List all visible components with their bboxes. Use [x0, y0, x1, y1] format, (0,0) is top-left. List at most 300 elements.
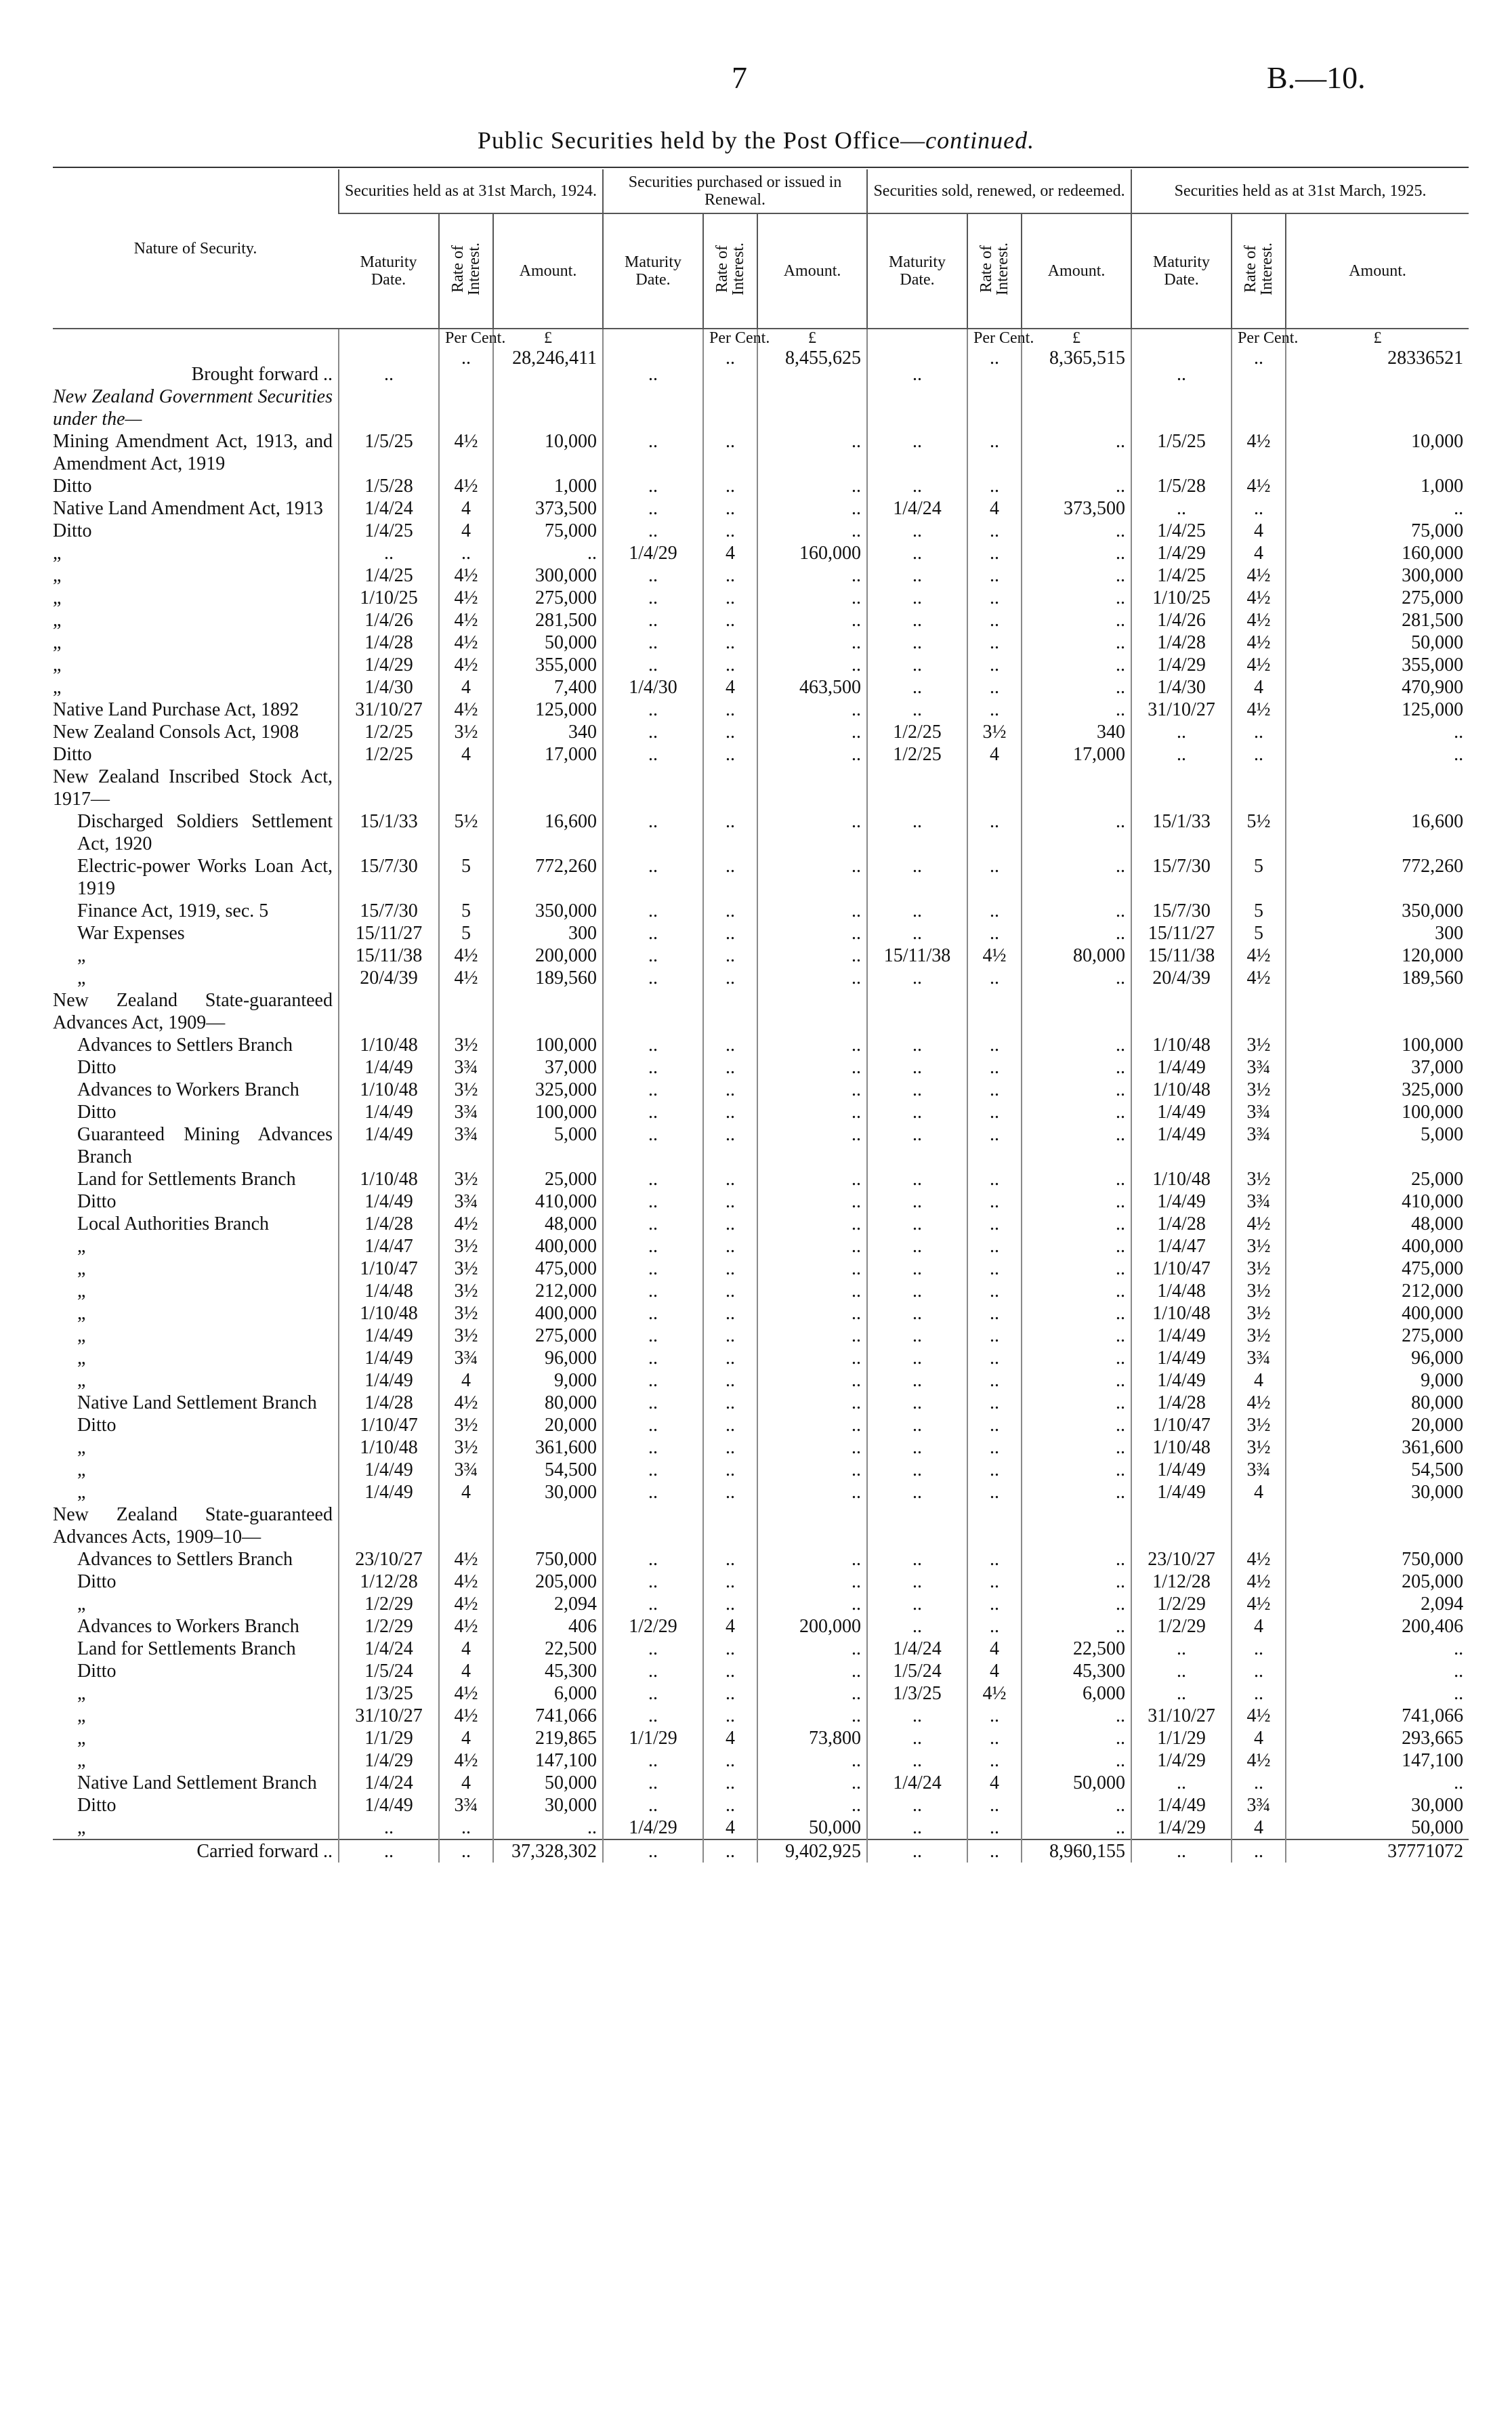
- maturity-date-cell: 1/4/28: [1131, 1392, 1232, 1414]
- amount-cell: 17,000: [493, 743, 603, 766]
- amount-cell: ..: [1022, 699, 1131, 721]
- table-row: [53, 654, 1469, 676]
- interest-rate-cell: ..: [703, 475, 757, 497]
- interest-rate-cell: 4½: [1232, 609, 1286, 631]
- table-row: [53, 1615, 1469, 1638]
- table-row: [53, 1123, 1469, 1168]
- maturity-date-cell: ..: [603, 1034, 703, 1056]
- interest-rate-cell: 4½: [439, 1749, 493, 1772]
- amount-cell: ..: [1022, 1235, 1131, 1257]
- maturity-date-cell: [867, 386, 967, 430]
- maturity-date-cell: 1/4/24: [339, 1772, 439, 1794]
- table-row: [53, 1660, 1469, 1682]
- interest-rate-cell: ..: [967, 1101, 1022, 1123]
- table-row: [53, 1190, 1469, 1213]
- amount-cell: ..: [1022, 1727, 1131, 1749]
- interest-rate-cell: ..: [967, 900, 1022, 922]
- amount-cell: 80,000: [493, 1392, 603, 1414]
- amount-cell: ..: [757, 743, 867, 766]
- maturity-date-cell: 1/4/24: [867, 1638, 967, 1660]
- amount-cell: 1,000: [493, 475, 603, 497]
- interest-rate-cell: 4½: [439, 967, 493, 989]
- amount-cell: ..: [1022, 1459, 1131, 1481]
- maturity-date-cell: 1/4/47: [1131, 1235, 1232, 1257]
- maturity-date-cell: 1/1/29: [1131, 1727, 1232, 1749]
- amount-cell: ..: [1022, 1571, 1131, 1593]
- carried-forward-amount-sold: 8,960,155: [1022, 1839, 1131, 1863]
- amount-header: Amount.: [757, 213, 867, 329]
- security-name: „: [77, 1236, 86, 1257]
- maturity-date-cell: [867, 989, 967, 1034]
- maturity-date-cell: ..: [603, 430, 703, 475]
- interest-rate-cell: ..: [967, 676, 1022, 699]
- maturity-date-cell: ..: [603, 1213, 703, 1235]
- maturity-date-cell: ..: [603, 1347, 703, 1369]
- maturity-date-cell: [339, 989, 439, 1034]
- interest-rate-cell: 4½: [439, 1392, 493, 1414]
- maturity-header: Maturity Date.: [603, 213, 703, 329]
- security-name: „: [53, 587, 62, 608]
- table-row: [53, 1794, 1469, 1816]
- maturity-date-cell: ..: [867, 676, 967, 699]
- security-name: „: [77, 1482, 86, 1503]
- amount-cell: 30,000: [493, 1481, 603, 1503]
- interest-rate-cell: [967, 989, 1022, 1034]
- interest-rate-cell: [703, 766, 757, 810]
- amount-cell: ..: [1022, 1168, 1131, 1190]
- amount-cell: 120,000: [1286, 944, 1469, 967]
- carried-forward-label: Carried forward ..: [53, 1839, 339, 1863]
- amount-cell: 205,000: [493, 1571, 603, 1593]
- interest-rate-cell: 4½: [439, 1548, 493, 1571]
- amount-cell: 212,000: [1286, 1280, 1469, 1302]
- amount-cell: 80,000: [1022, 944, 1131, 967]
- interest-rate-cell: ..: [703, 810, 757, 855]
- maturity-date-cell: ..: [867, 1190, 967, 1213]
- amount-cell: [1022, 386, 1131, 430]
- amount-cell: 50,000: [1286, 631, 1469, 654]
- amount-cell: 125,000: [493, 699, 603, 721]
- amount-cell: [1286, 766, 1469, 810]
- amount-cell: 9,000: [1286, 1369, 1469, 1392]
- interest-rate-cell: 4½: [439, 1615, 493, 1638]
- maturity-date-cell: 15/11/27: [339, 922, 439, 944]
- amount-cell: 741,066: [1286, 1705, 1469, 1727]
- amount-cell: 75,000: [1286, 520, 1469, 542]
- amount-cell: 5,000: [493, 1123, 603, 1168]
- security-name: „: [77, 1683, 86, 1704]
- table-row: [53, 497, 1469, 520]
- table-row: [53, 564, 1469, 587]
- table-row: [53, 1705, 1469, 1727]
- interest-rate-cell: 4: [703, 1816, 757, 1839]
- amount-cell: ..: [1022, 1280, 1131, 1302]
- amount-cell: ..: [757, 900, 867, 922]
- amount-cell: ..: [757, 497, 867, 520]
- amount-cell: ..: [1022, 1436, 1131, 1459]
- table-row: [53, 520, 1469, 542]
- amount-cell: ..: [757, 609, 867, 631]
- interest-rate-cell: 3½: [439, 1436, 493, 1459]
- interest-rate-cell: 4½: [1232, 1213, 1286, 1235]
- maturity-date-cell: 1/10/48: [1131, 1079, 1232, 1101]
- amount-cell: 16,600: [493, 810, 603, 855]
- security-name: „: [77, 1325, 86, 1346]
- amount-cell: ..: [757, 430, 867, 475]
- maturity-date-cell: ..: [603, 1257, 703, 1280]
- maturity-date-cell: [1131, 1503, 1232, 1548]
- maturity-date-cell: 15/7/30: [1131, 900, 1232, 922]
- brought-forward-amount-1925: 28336521: [1387, 348, 1464, 369]
- maturity-date-cell: ..: [603, 1660, 703, 1682]
- security-name: Native Land Purchase Act, 1892: [53, 699, 299, 720]
- interest-rate-cell: 4: [1232, 542, 1286, 564]
- group-header-purchased: Securities purchased or issued in Renewal.: [603, 169, 867, 213]
- amount-cell: ..: [1022, 1302, 1131, 1325]
- amount-cell: ..: [1022, 587, 1131, 609]
- per-cent-unit: Per Cent.: [973, 329, 1034, 347]
- maturity-date-cell: 1/2/25: [867, 743, 967, 766]
- maturity-date-cell: 1/4/29: [339, 654, 439, 676]
- table-row: [53, 1571, 1469, 1593]
- amount-cell: 2,094: [493, 1593, 603, 1615]
- interest-rate-cell: ..: [703, 1347, 757, 1369]
- interest-rate-cell: 3¾: [439, 1101, 493, 1123]
- maturity-date-cell: 1/4/49: [1131, 1056, 1232, 1079]
- amount-cell: 17,000: [1022, 743, 1131, 766]
- interest-rate-cell: 4: [703, 1615, 757, 1638]
- security-name: Native Land Settlement Branch: [77, 1392, 317, 1413]
- amount-cell: [493, 766, 603, 810]
- security-name: „: [53, 632, 62, 653]
- amount-cell: 340: [493, 721, 603, 743]
- interest-rate-cell: 3¾: [1232, 1459, 1286, 1481]
- amount-cell: ..: [757, 1213, 867, 1235]
- maturity-date-cell: 20/4/39: [1131, 967, 1232, 989]
- amount-cell: 355,000: [493, 654, 603, 676]
- amount-cell: ..: [757, 1772, 867, 1794]
- interest-rate-cell: ..: [967, 1056, 1022, 1079]
- amount-cell: 750,000: [1286, 1548, 1469, 1571]
- security-name: Local Authorities Branch: [77, 1213, 270, 1234]
- interest-rate-cell: 4½: [967, 944, 1022, 967]
- interest-rate-cell: ..: [967, 1280, 1022, 1302]
- maturity-date-cell: ..: [867, 1257, 967, 1280]
- amount-cell: 200,000: [493, 944, 603, 967]
- interest-rate-cell: 4: [439, 1369, 493, 1392]
- amount-cell: ..: [1022, 922, 1131, 944]
- maturity-date-cell: ..: [339, 542, 439, 564]
- interest-rate-cell: ..: [967, 1548, 1022, 1571]
- pound-unit: £: [1373, 329, 1382, 347]
- maturity-date-cell: ..: [867, 1123, 967, 1168]
- group-header-sold: Securities sold, renewed, or redeemed.: [867, 169, 1131, 213]
- maturity-date-cell: ..: [867, 1459, 967, 1481]
- interest-rate-cell: ..: [967, 1079, 1022, 1101]
- interest-rate-cell: 4: [1232, 1481, 1286, 1503]
- amount-cell: 325,000: [493, 1079, 603, 1101]
- amount-cell: 100,000: [493, 1034, 603, 1056]
- amount-cell: 463,500: [757, 676, 867, 699]
- maturity-date-cell: 1/4/48: [339, 1280, 439, 1302]
- maturity-date-cell: [603, 989, 703, 1034]
- maturity-date-cell: ..: [1131, 497, 1232, 520]
- maturity-date-cell: 23/10/27: [339, 1548, 439, 1571]
- amount-cell: ..: [757, 654, 867, 676]
- table-row: [53, 989, 1469, 1034]
- interest-rate-cell: ..: [703, 1638, 757, 1660]
- amount-cell: ..: [757, 1593, 867, 1615]
- amount-cell: 37,000: [493, 1056, 603, 1079]
- maturity-date-cell: ..: [603, 1481, 703, 1503]
- amount-cell: 275,000: [1286, 1325, 1469, 1347]
- interest-rate-cell: 3¾: [1232, 1794, 1286, 1816]
- interest-rate-cell: 5: [439, 900, 493, 922]
- amount-cell: ..: [757, 1638, 867, 1660]
- amount-cell: 189,560: [1286, 967, 1469, 989]
- security-name: „: [77, 1705, 86, 1726]
- amount-cell: ..: [1022, 1213, 1131, 1235]
- maturity-date-cell: 31/10/27: [339, 699, 439, 721]
- amount-cell: 48,000: [493, 1213, 603, 1235]
- maturity-date-cell: 1/2/29: [1131, 1593, 1232, 1615]
- amount-cell: ..: [757, 967, 867, 989]
- maturity-date-cell: ..: [603, 922, 703, 944]
- maturity-date-cell: ..: [867, 1436, 967, 1459]
- amount-cell: ..: [493, 542, 603, 564]
- interest-rate-cell: 4½: [439, 1682, 493, 1705]
- amount-cell: ..: [757, 1571, 867, 1593]
- table-row: [53, 1079, 1469, 1101]
- pound-unit: £: [544, 329, 553, 347]
- interest-rate-cell: 3¾: [439, 1347, 493, 1369]
- security-name: „: [77, 1817, 86, 1838]
- interest-rate-cell: ..: [967, 1034, 1022, 1056]
- interest-rate-cell: 4: [967, 743, 1022, 766]
- maturity-date-cell: 1/4/49: [1131, 1123, 1232, 1168]
- maturity-date-cell: ..: [867, 1056, 967, 1079]
- maturity-date-cell: 15/1/33: [1131, 810, 1232, 855]
- maturity-date-cell: ..: [867, 900, 967, 922]
- maturity-date-cell: 1/4/29: [1131, 654, 1232, 676]
- maturity-date-cell: [1131, 989, 1232, 1034]
- maturity-date-cell: 1/10/25: [1131, 587, 1232, 609]
- interest-rate-cell: 4½: [1232, 967, 1286, 989]
- amount-cell: ..: [1022, 631, 1131, 654]
- amount-cell: ..: [1022, 1615, 1131, 1638]
- interest-rate-cell: ..: [703, 1302, 757, 1325]
- maturity-date-cell: ..: [603, 900, 703, 922]
- maturity-date-cell: 15/7/30: [339, 900, 439, 922]
- securities-table: [53, 169, 1469, 1863]
- amount-cell: ..: [757, 699, 867, 721]
- amount-cell: 400,000: [493, 1302, 603, 1325]
- amount-cell: ..: [1022, 564, 1131, 587]
- table-row: [53, 1168, 1469, 1190]
- amount-cell: ..: [1022, 1034, 1131, 1056]
- amount-cell: ..: [757, 1101, 867, 1123]
- rate-header: Rate of Interest.: [967, 213, 1022, 329]
- maturity-date-cell: [603, 1503, 703, 1548]
- amount-cell: 6,000: [493, 1682, 603, 1705]
- maturity-date-cell: 1/10/47: [1131, 1414, 1232, 1436]
- amount-cell: 50,000: [493, 631, 603, 654]
- security-name: „: [77, 1459, 86, 1480]
- maturity-date-cell: ..: [603, 967, 703, 989]
- maturity-date-cell: ..: [603, 1369, 703, 1392]
- amount-cell: ..: [757, 1257, 867, 1280]
- interest-rate-cell: ..: [703, 1190, 757, 1213]
- maturity-date-cell: ..: [867, 1593, 967, 1615]
- maturity-date-cell: 1/4/30: [1131, 676, 1232, 699]
- table-row: [53, 1280, 1469, 1302]
- interest-rate-cell: ..: [703, 1571, 757, 1593]
- interest-rate-cell: ..: [703, 1101, 757, 1123]
- interest-rate-cell: 5: [439, 922, 493, 944]
- interest-rate-cell: 3¾: [1232, 1123, 1286, 1168]
- maturity-date-cell: 1/4/24: [339, 497, 439, 520]
- amount-cell: 45,300: [1022, 1660, 1131, 1682]
- amount-cell: 5,000: [1286, 1123, 1469, 1168]
- maturity-date-cell: ..: [603, 1414, 703, 1436]
- table-row: [53, 430, 1469, 475]
- interest-rate-cell: ..: [967, 967, 1022, 989]
- amount-cell: ..: [1286, 1660, 1469, 1682]
- interest-rate-cell: ..: [967, 1749, 1022, 1772]
- header-top-rule: [53, 167, 1469, 168]
- security-name: „: [77, 1348, 86, 1369]
- amount-cell: ..: [1022, 654, 1131, 676]
- security-name: Ditto: [77, 1057, 117, 1078]
- interest-rate-cell: 4: [439, 1727, 493, 1749]
- maturity-date-cell: 1/4/28: [339, 1213, 439, 1235]
- interest-rate-cell: 3½: [1232, 1280, 1286, 1302]
- amount-cell: [493, 1503, 603, 1548]
- security-name: Electric-power Works Loan Act, 1919: [77, 856, 333, 899]
- interest-rate-cell: [703, 1503, 757, 1548]
- table-row: [53, 676, 1469, 699]
- table-row: [53, 810, 1469, 855]
- interest-rate-cell: ..: [703, 587, 757, 609]
- group-header-1925: Securities held as at 31st March, 1925.: [1131, 169, 1469, 213]
- amount-cell: 410,000: [1286, 1190, 1469, 1213]
- maturity-date-cell: ..: [867, 1548, 967, 1571]
- table-row: [53, 766, 1469, 810]
- interest-rate-cell: ..: [967, 1257, 1022, 1280]
- interest-rate-cell: 4: [439, 1772, 493, 1794]
- amount-cell: ..: [1022, 1079, 1131, 1101]
- interest-rate-cell: 5½: [1232, 810, 1286, 855]
- maturity-date-cell: ..: [1131, 1682, 1232, 1705]
- maturity-date-cell: [603, 766, 703, 810]
- amount-cell: ..: [757, 564, 867, 587]
- table-row: [53, 1436, 1469, 1459]
- amount-cell: 189,560: [493, 967, 603, 989]
- maturity-date-cell: ..: [603, 654, 703, 676]
- amount-cell: 30,000: [1286, 1794, 1469, 1816]
- interest-rate-cell: ..: [703, 1280, 757, 1302]
- interest-rate-cell: ..: [967, 430, 1022, 475]
- interest-rate-cell: 4½: [439, 1571, 493, 1593]
- interest-rate-cell: ..: [703, 631, 757, 654]
- interest-rate-cell: ..: [439, 1816, 493, 1839]
- maturity-date-cell: ..: [1131, 1638, 1232, 1660]
- maturity-date-cell: ..: [867, 1414, 967, 1436]
- security-name: „: [77, 1728, 86, 1749]
- maturity-date-cell: 1/4/49: [339, 1101, 439, 1123]
- amount-cell: 16,600: [1286, 810, 1469, 855]
- maturity-date-cell: 1/4/30: [339, 676, 439, 699]
- amount-cell: ..: [757, 1190, 867, 1213]
- amount-cell: 20,000: [1286, 1414, 1469, 1436]
- maturity-date-cell: 1/10/48: [339, 1436, 439, 1459]
- amount-cell: ..: [757, 1749, 867, 1772]
- amount-cell: ..: [1022, 1392, 1131, 1414]
- maturity-date-cell: ..: [867, 430, 967, 475]
- table-row: [53, 631, 1469, 654]
- maturity-date-cell: 1/4/49: [339, 1325, 439, 1347]
- amount-cell: 10,000: [493, 430, 603, 475]
- maturity-date-cell: ..: [867, 810, 967, 855]
- interest-rate-cell: ..: [967, 922, 1022, 944]
- interest-rate-cell: 4½: [439, 564, 493, 587]
- interest-rate-cell: 4½: [439, 587, 493, 609]
- maturity-date-cell: 1/4/28: [1131, 631, 1232, 654]
- amount-cell: ..: [1022, 1190, 1131, 1213]
- amount-cell: 475,000: [493, 1257, 603, 1280]
- maturity-date-cell: 1/4/25: [1131, 564, 1232, 587]
- interest-rate-cell: 4: [439, 1481, 493, 1503]
- maturity-date-cell: 1/4/29: [1131, 542, 1232, 564]
- amount-cell: [1022, 989, 1131, 1034]
- table-row: [53, 1772, 1469, 1794]
- interest-rate-cell: 5: [439, 855, 493, 900]
- security-name: Ditto: [77, 1571, 117, 1592]
- interest-rate-cell: 3½: [439, 1414, 493, 1436]
- amount-cell: 2,094: [1286, 1593, 1469, 1615]
- interest-rate-cell: 3½: [1232, 1034, 1286, 1056]
- maturity-date-cell: 1/2/25: [339, 743, 439, 766]
- maturity-date-cell: 1/4/49: [1131, 1190, 1232, 1213]
- interest-rate-cell: [967, 1503, 1022, 1548]
- maturity-date-cell: 15/7/30: [339, 855, 439, 900]
- table-row: [53, 1034, 1469, 1056]
- amount-cell: 750,000: [493, 1548, 603, 1571]
- maturity-date-cell: 1/4/49: [339, 1794, 439, 1816]
- amount-cell: [757, 766, 867, 810]
- amount-cell: 400,000: [493, 1235, 603, 1257]
- amount-cell: ..: [757, 1325, 867, 1347]
- maturity-date-cell: ..: [1131, 1660, 1232, 1682]
- maturity-date-cell: 1/4/49: [339, 1459, 439, 1481]
- amount-cell: ..: [757, 1079, 867, 1101]
- maturity-date-cell: [1131, 766, 1232, 810]
- interest-rate-cell: 4½: [439, 944, 493, 967]
- amount-cell: ..: [757, 810, 867, 855]
- maturity-date-cell: 1/3/25: [339, 1682, 439, 1705]
- amount-cell: 361,600: [1286, 1436, 1469, 1459]
- maturity-date-cell: ..: [867, 1213, 967, 1235]
- maturity-date-cell: 1/4/49: [1131, 1459, 1232, 1481]
- interest-rate-cell: 3½: [439, 1079, 493, 1101]
- interest-rate-cell: [439, 989, 493, 1034]
- interest-rate-cell: ..: [967, 1816, 1022, 1839]
- interest-rate-cell: ..: [967, 564, 1022, 587]
- maturity-date-cell: 31/10/27: [1131, 1705, 1232, 1727]
- amount-cell: ..: [757, 944, 867, 967]
- amount-cell: 37,000: [1286, 1056, 1469, 1079]
- maturity-date-cell: ..: [603, 944, 703, 967]
